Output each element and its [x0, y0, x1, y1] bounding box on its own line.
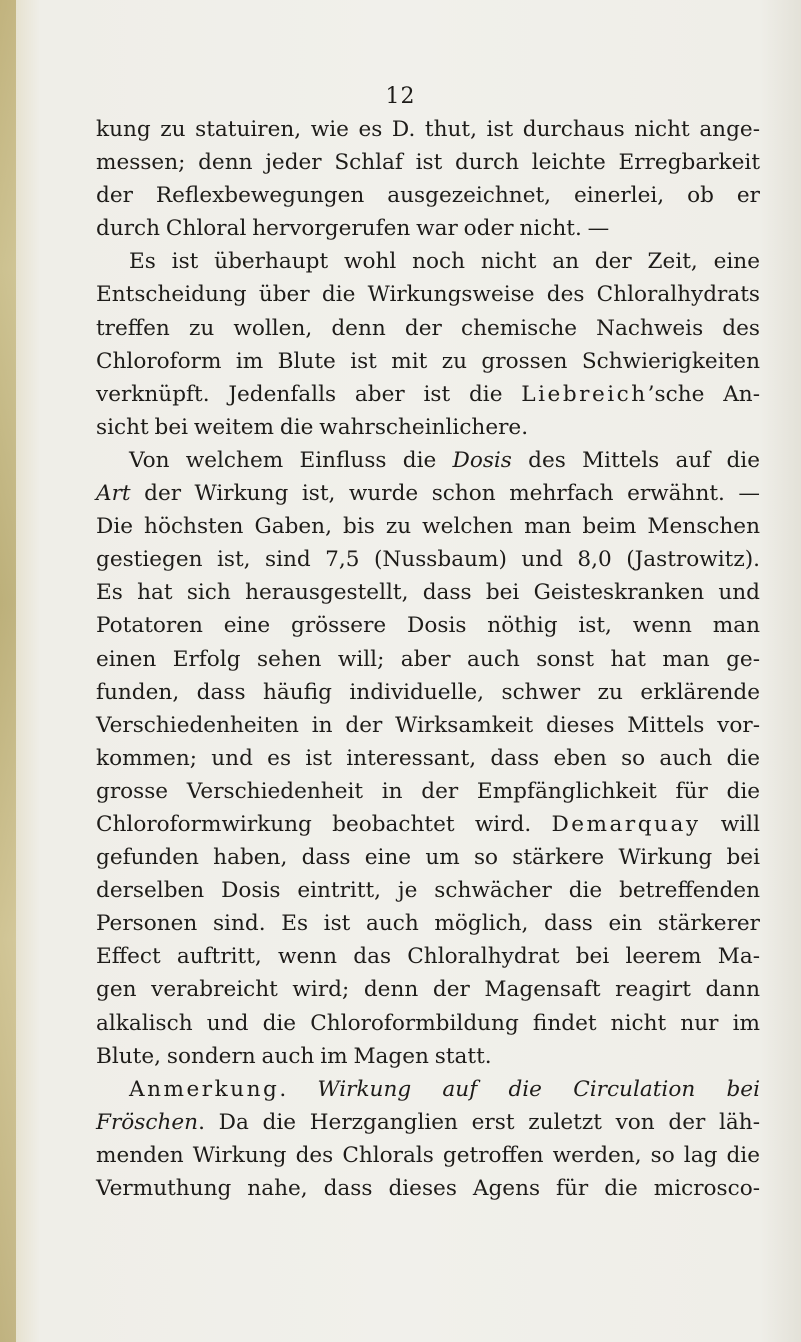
text-run: grosse Verschiedenheit in der Empfänglichkeit für die — [96, 778, 760, 804]
text-run: Es ist überhaupt wohl noch nicht an der Zeit, eine — [129, 249, 760, 275]
text-run: Art — [96, 481, 131, 507]
text-run: Entscheidung über die Wirkungsweise des Chloralhydrats — [96, 282, 760, 308]
text-line — [96, 278, 760, 311]
text-line — [96, 543, 760, 576]
text-run: Chloroformwirkung beobachtet wird. — [96, 811, 552, 837]
text-run: . — [279, 1076, 318, 1102]
text-run: Blute, sondern auch im Magen statt. — [96, 1043, 492, 1069]
text-line — [96, 874, 760, 907]
text-line — [96, 742, 760, 775]
text-run: Chloroform im Blute ist mit zu grossen Schwierigkeiten — [96, 348, 760, 374]
text-line — [96, 1040, 760, 1073]
text-run: Effect auftritt, wenn das Chloralhydrat bei leerem Ma- — [96, 944, 760, 970]
text-run: gestiegen ist, sind 7,5 (Nussbaum) und 8,0 (Jastrowitz). — [96, 547, 760, 573]
text-run: der Wirkung ist, wurde schon mehrfach erwähnt. — — [130, 481, 760, 507]
text-run: Dosis — [452, 447, 512, 473]
text-run: funden, dass häufig individuelle, schwer zu erklärende — [96, 679, 760, 705]
text-run: Von welchem Einfluss die — [129, 447, 453, 473]
text-run: Vermuthung nahe, dass dieses Agens für die microsco- — [96, 1176, 760, 1201]
text-run: derselben Dosis eintritt, je schwächer die betreffenden — [96, 878, 760, 904]
text-line — [96, 907, 760, 940]
text-run: ’sche An- — [647, 381, 760, 407]
text-run: des Mittels auf die — [511, 447, 760, 473]
text-line — [96, 576, 760, 609]
text-line — [96, 245, 760, 278]
text-line — [96, 775, 760, 808]
text-run: durch Chloral hervorgerufen war oder nicht. — — [96, 216, 610, 242]
text-run: verknüpft. Jedenfalls aber ist die — [96, 381, 522, 407]
text-line — [96, 179, 760, 212]
text-run: messen; denn jeder Schlaf ist durch leichte Erregbarkeit — [96, 150, 760, 176]
text-run: menden Wirkung des Chlorals getroffen werden, so lag die — [96, 1142, 760, 1168]
text-line — [96, 510, 760, 543]
text-line — [96, 146, 760, 179]
text-run: . Da die Herzganglien erst zuletzt von der läh- — [198, 1109, 760, 1135]
text-line — [96, 411, 760, 444]
text-line — [96, 609, 760, 642]
text-run: Liebreich — [521, 381, 648, 407]
text-run: treffen zu wollen, denn der chemische Nachweis des — [96, 315, 760, 341]
text-line — [96, 1106, 760, 1139]
text-line — [96, 1172, 760, 1205]
text-run: sicht bei weitem die wahrscheinlichere. — [96, 414, 529, 440]
text-line — [96, 841, 760, 874]
text-run: der Reflexbewegungen ausgezeichnet, einerlei, ob er — [96, 183, 760, 209]
page-gutter-shadow — [0, 0, 16, 1342]
text-line — [96, 940, 760, 973]
text-run: Die höchsten Gaben, bis zu welchen man beim Menschen — [96, 514, 760, 540]
text-run: gefunden haben, dass eine um so stärkere Wirkung bei — [96, 845, 760, 871]
text-line — [96, 709, 760, 742]
text-run: kung zu statuiren, wie es D. thut, ist durchaus nicht ange- — [96, 117, 760, 142]
text-line — [96, 113, 760, 146]
text-line — [96, 643, 760, 676]
text-run: will — [700, 811, 760, 837]
text-run: Fröschen — [96, 1109, 199, 1135]
text-run: Personen sind. Es ist auch möglich, dass ein stärkerer — [96, 911, 760, 937]
text-run: Potatoren eine grössere Dosis nöthig ist, wenn man — [96, 613, 760, 639]
text-run: Verschiedenheiten in der Wirksamkeit dieses Mittels vor- — [96, 712, 760, 738]
text-line — [96, 1073, 760, 1106]
text-run: Wirkung auf die Circulation bei — [317, 1076, 760, 1102]
text-run: Es hat sich herausgestellt, dass bei Geisteskranken und — [96, 580, 760, 606]
text-line — [96, 973, 760, 1006]
text-line — [96, 312, 760, 345]
text-line — [96, 378, 760, 411]
page-number: 12 — [385, 84, 416, 109]
text-run: Demarquay — [551, 811, 701, 837]
text-line — [96, 477, 760, 510]
text-line — [96, 676, 760, 709]
text-run: Anmerkung — [129, 1076, 280, 1102]
text-run: kommen; und es ist interessant, dass eben so auch die — [96, 745, 760, 771]
text-line — [96, 808, 760, 841]
text-line — [96, 1139, 760, 1172]
text-run: gen verabreicht wird; denn der Magensaft reagirt dann — [96, 977, 760, 1003]
body-text — [96, 113, 760, 1205]
text-run: alkalisch und die Chloroformbildung findet nicht nur im — [96, 1010, 760, 1036]
text-line — [96, 212, 760, 245]
text-line — [96, 345, 760, 378]
text-line — [96, 1007, 760, 1040]
text-line — [96, 444, 760, 477]
text-run: einen Erfolg sehen will; aber auch sonst hat man ge- — [96, 646, 760, 672]
